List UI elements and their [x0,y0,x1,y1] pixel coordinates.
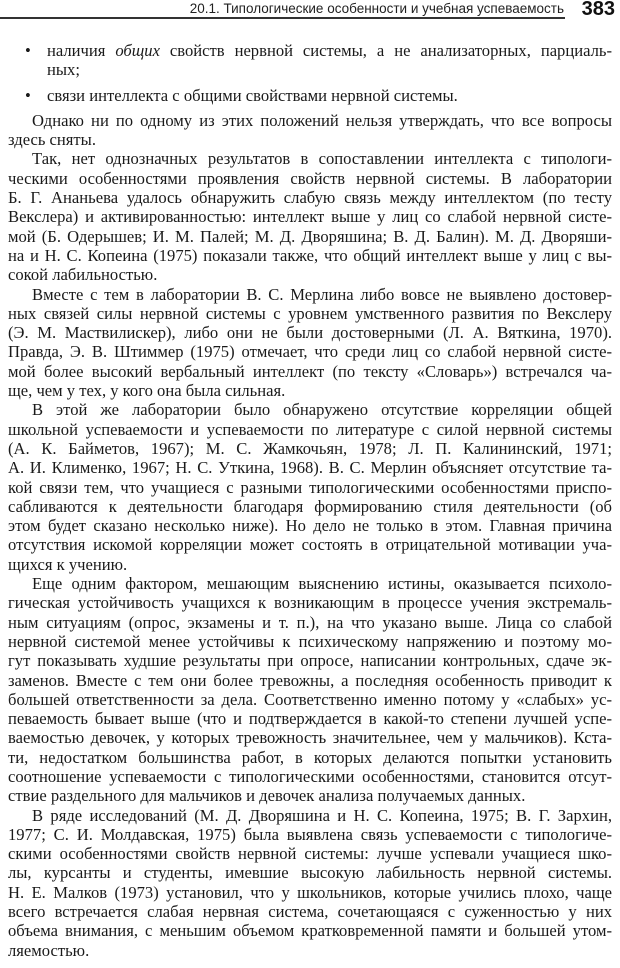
text-line: мой более высокий вербальный интеллект (по тексту «Словарь») встречался ча- [8,361,612,381]
text-line: щихся к учению. [8,554,128,574]
running-title: 20.1. Типологические особенности и учебная успеваемость [189,1,564,16]
text-line: заменов. Вместе с тем они более тревожны, а последняя особенность приводит к [8,670,612,690]
running-header [0,0,620,22]
text-line: А. И. Клименко, 1967; Н. С. Уткина, 1968). В. С. Мерлин объясняет отсутствие та- [8,458,612,478]
bullet-item [8,41,612,80]
text-line: ческими особенностями проявления свойств нервной системы. В лаборатории [8,168,612,188]
text-line: этом будет сказано несколько ниже). Но дело не только в этом. Главная причина [8,516,612,536]
paragraph [8,574,612,806]
text-line: Еще одним фактором, мешающим выяснению истины, оказывается психоло- [32,574,612,594]
text-line: здесь сняты. [8,130,96,150]
text-line [8,41,612,60]
text-line: Так, нет однозначных результатов в сопоставлении интеллекта с типологи- [32,149,612,169]
page-number: 383 [581,0,615,20]
bullet-item [8,86,612,105]
header-rule [0,17,565,19]
text-line: (Э. М. Маствилискер), либо они не были достоверными (Л. А. Вяткина, 1970). [8,323,612,343]
text-line: Н. Е. Малков (1973) установил, что у школьников, которые учились плохо, чаще [8,882,612,902]
text-line: (А. К. Байметов, 1967); М. С. Жамкочьян, 1978; Л. П. Калининский, 1971; [8,438,612,458]
text-line: Правда, Э. В. Штиммер (1975) отмечает, что среди лиц со слабой нервной систе- [8,342,612,362]
text-line: гут показывать худшие результаты при опросе, написании контрольных, сдаче эк- [8,651,612,671]
text-line: объема внимания, с меньшим объемом кратковременной памяти и большей утом- [8,921,612,941]
text-line: ствие раздельного для мальчиков и девочек анализа получаемых данных. [8,786,526,806]
text-line: нервной системой менее устойчивы к психическому напряжению и поэтому мо- [8,631,612,651]
paragraph [8,806,612,960]
text-line: сокой лабильностью. [8,265,158,285]
text-line: на и Н. С. Копеина (1975) показали также, что общий интеллект выше у лиц с вы- [8,245,612,265]
paragraph [8,285,612,401]
text-line: лы, курсанты и студенты, имевшие высокую лабильность нервной системы. [8,863,612,883]
text-line: мой (Б. Одерышев; И. М. Палей; М. Д. Дворяшина; В. Д. Балин). М. Д. Дворяши- [8,226,612,246]
paragraph [8,400,612,574]
text-span: наличия [47,41,116,60]
text-span: связи интеллекта с общими свойствами нервной системы. [47,85,458,105]
text-line: В ряде исследований (М. Д. Дворяшина и Н. С. Копеина, 1975; В. Г. Зархин, [32,805,612,825]
paragraph [8,149,612,284]
text-line: ных; [47,60,80,80]
text-line: В этой же лаборатории было обнаружено отсутствие корреляции общей [32,400,612,420]
text-line: ным ситуациям (опрос, экзамены и т. п.), на что указано выше. Лица со слабой [8,612,612,632]
text-line: кой связи тем, что учащиеся с разными типологическими особенностями приспо- [8,477,612,497]
text-line: скими особенностями свойств нервной системы: лучше успевали учащиеся шко- [8,844,612,864]
page-body [8,41,612,960]
text-line: отсутствия искомой корреляции может состоять в отрицательной мотивации уча- [8,535,612,555]
text-line: ляемостью. [8,940,90,960]
paragraph [8,111,612,150]
text-line: всего встречается слабая нервная система, сочетающаяся с суженностью у них [8,902,612,922]
emphasis-text: общих [115,41,160,60]
text-line: Вместе с тем в лаборатории В. С. Мерлина либо вовсе не выявлено достовер- [32,284,612,304]
text-line [8,86,612,105]
text-line: 1977; С. И. Молдавская, 1975) была выявлена связь успеваемости с типологиче- [8,824,612,844]
text-line: Однако ни по одному из этих положений нельзя утверждать, что все вопросы [32,110,612,130]
text-line: соотношение успеваемости с типологическими особенностями, становится отсут- [8,766,612,786]
text-line: гическая устойчивость учащихся к возникающим в процессе учения экстремаль- [8,593,612,613]
text-line: ти, недостатком большинства работ, в которых делаются попытки установить [8,747,612,767]
bullet-icon: • [25,85,31,105]
text-line: сабливаются к деятельности благодаря формированию стиля деятельности (об [8,496,612,516]
text-line: ных связей силы нервной системы с уровнем умственного развития по Векслеру [8,303,612,323]
text-line: большей ответственности за дела. Соответственно именно потому у «слабых» ус- [8,689,612,709]
text-line: певаемость бывает выше (что и подтверждается в какой-то степени лучшей успе- [8,709,612,729]
text-line: школьной успеваемости и успеваемости по литературе с силой нервной системы [8,419,612,439]
text-line: Векслера) и активированностью: интеллект выше у лиц со слабой нервной систе- [8,207,612,227]
bullet-icon: • [25,41,31,60]
text-span: свойств нервной системы, а не анализаторных, парциаль- [159,41,612,60]
text-line: ще, чем у тех, у кого она была сильная. [8,381,286,401]
paragraphs [8,111,612,960]
text-line: ваемостью девочек, у которых тревожность значительнее, чем у мальчиков). Кста- [8,728,612,748]
text-line: Б. Г. Ананьева удалось обнаружить слабую связь между интеллектом (по тесту [8,188,612,208]
